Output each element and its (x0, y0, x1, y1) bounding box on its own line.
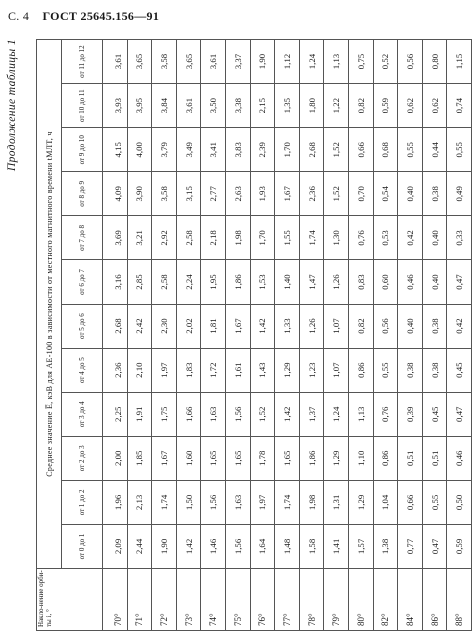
energy-value-cell: 2,00 (103, 436, 128, 480)
energy-value-cell: 3,58 (152, 40, 177, 84)
energy-value-cell: 0,47 (447, 392, 472, 436)
energy-value-cell: 1,57 (348, 524, 373, 568)
energy-value-cell: 1,52 (250, 392, 275, 436)
energy-value-cell: 1,30 (324, 216, 349, 260)
table-row (250, 40, 275, 631)
energy-value-cell: 3,49 (176, 128, 201, 172)
energy-value-cell: 3,69 (103, 216, 128, 260)
energy-value-cell: 0,40 (422, 260, 447, 304)
energy-value-cell: 1,60 (176, 436, 201, 480)
energy-value-cell: 0,56 (373, 304, 398, 348)
energy-value-cell: 1,58 (299, 524, 324, 568)
energy-value-cell: 0,83 (348, 260, 373, 304)
energy-value-cell: 0,46 (447, 436, 472, 480)
energy-value-cell: 3,83 (225, 128, 250, 172)
energy-value-cell: 1,74 (275, 480, 300, 524)
energy-value-cell: 2,36 (299, 172, 324, 216)
energy-value-cell: 0,66 (348, 128, 373, 172)
inclination-cell: 75° (225, 569, 250, 631)
time-range-header: от 8 до 9 (62, 172, 103, 216)
energy-value-cell: 0,33 (447, 216, 472, 260)
energy-value-cell: 1,56 (201, 480, 226, 524)
energy-value-cell: 0,49 (447, 172, 472, 216)
energy-value-cell: 0,86 (373, 436, 398, 480)
energy-value-cell: 1,42 (176, 524, 201, 568)
energy-value-cell: 1,41 (324, 524, 349, 568)
energy-value-cell: 1,24 (299, 40, 324, 84)
energy-value-cell: 2,15 (250, 84, 275, 128)
energy-value-cell: 1,23 (299, 348, 324, 392)
table-row (225, 40, 250, 631)
energy-value-cell: 2,09 (103, 524, 128, 568)
energy-value-cell: 0,51 (422, 436, 447, 480)
energy-value-cell: 2,25 (103, 392, 128, 436)
energy-value-cell: 1,90 (152, 524, 177, 568)
energy-value-cell: 1,56 (225, 524, 250, 568)
energy-value-cell: 0,82 (348, 304, 373, 348)
mean-energy-header: Среднее значение E̅, кэВ для AE-100 в зависимости от местного магнитного времени tМЛТ, ч (37, 40, 62, 569)
energy-value-cell: 3,58 (152, 172, 177, 216)
energy-value-cell: 0,60 (373, 260, 398, 304)
time-range-header: от 0 до 1 (62, 524, 103, 568)
energy-value-cell: 1,26 (324, 260, 349, 304)
energy-value-cell: 0,40 (422, 216, 447, 260)
energy-value-cell: 2,24 (176, 260, 201, 304)
energy-value-cell: 3,95 (127, 84, 152, 128)
energy-value-cell: 0,76 (348, 216, 373, 260)
energy-value-cell: 1,91 (127, 392, 152, 436)
energy-value-cell: 1,38 (373, 524, 398, 568)
energy-value-cell: 3,93 (103, 84, 128, 128)
time-range-header: от 3 до 4 (62, 392, 103, 436)
energy-value-cell: 0,45 (422, 392, 447, 436)
energy-value-cell: 1,81 (201, 304, 226, 348)
energy-value-cell: 0,50 (447, 480, 472, 524)
energy-value-cell: 1,65 (225, 436, 250, 480)
energy-value-cell: 1,13 (348, 392, 373, 436)
energy-value-cell: 1,47 (299, 260, 324, 304)
energy-value-cell: 1,78 (250, 436, 275, 480)
energy-value-cell: 3,65 (127, 40, 152, 84)
inclination-cell: 88° (447, 569, 472, 631)
table-body (103, 40, 472, 631)
energy-value-cell: 1,67 (225, 304, 250, 348)
energy-value-cell: 0,59 (373, 84, 398, 128)
energy-value-cell: 1,67 (152, 436, 177, 480)
energy-table (36, 39, 472, 631)
inclination-cell: 86° (422, 569, 447, 631)
energy-value-cell: 1,96 (103, 480, 128, 524)
energy-value-cell: 0,38 (422, 304, 447, 348)
energy-value-cell: 1,52 (324, 128, 349, 172)
energy-value-cell: 3,16 (103, 260, 128, 304)
energy-value-cell: 1,24 (324, 392, 349, 436)
energy-value-cell: 0,55 (447, 128, 472, 172)
energy-value-cell: 0,76 (373, 392, 398, 436)
energy-value-cell: 0,52 (373, 40, 398, 84)
energy-value-cell: 2,68 (103, 304, 128, 348)
table-row (299, 40, 324, 631)
energy-value-cell: 0,62 (398, 84, 423, 128)
energy-value-cell: 0,45 (447, 348, 472, 392)
energy-value-cell: 0,42 (447, 304, 472, 348)
energy-value-cell: 1,12 (275, 40, 300, 84)
energy-value-cell: 1,40 (275, 260, 300, 304)
table-row (176, 40, 201, 631)
energy-value-cell: 1,42 (275, 392, 300, 436)
energy-value-cell: 2,92 (152, 216, 177, 260)
inclination-cell: 79° (324, 569, 349, 631)
energy-value-cell: 0,55 (422, 480, 447, 524)
energy-value-cell: 1,56 (225, 392, 250, 436)
energy-value-cell: 3,79 (152, 128, 177, 172)
energy-value-cell: 1,07 (324, 304, 349, 348)
energy-value-cell: 1,22 (324, 84, 349, 128)
energy-value-cell: 3,38 (225, 84, 250, 128)
energy-value-cell: 3,61 (176, 84, 201, 128)
energy-value-cell: 1,31 (324, 480, 349, 524)
energy-value-cell: 2,63 (225, 172, 250, 216)
energy-value-cell: 2,30 (152, 304, 177, 348)
inclination-cell: 84° (398, 569, 423, 631)
inclination-cell: 70° (103, 569, 128, 631)
energy-value-cell: 1,74 (152, 480, 177, 524)
energy-value-cell: 1,43 (250, 348, 275, 392)
time-range-header: от 5 до 6 (62, 304, 103, 348)
energy-value-cell: 1,35 (275, 84, 300, 128)
energy-value-cell: 1,29 (324, 436, 349, 480)
energy-value-cell: 0,47 (447, 260, 472, 304)
energy-value-cell: 3,65 (176, 40, 201, 84)
energy-value-cell: 1,63 (225, 480, 250, 524)
energy-value-cell: 1,98 (225, 216, 250, 260)
energy-value-cell: 1,53 (250, 260, 275, 304)
energy-value-cell: 0,47 (422, 524, 447, 568)
energy-value-cell: 2,85 (127, 260, 152, 304)
energy-value-cell: 1,70 (275, 128, 300, 172)
energy-value-cell: 1,95 (201, 260, 226, 304)
energy-value-cell: 2,36 (103, 348, 128, 392)
energy-value-cell: 1,86 (225, 260, 250, 304)
table-row (422, 40, 447, 631)
energy-value-cell: 3,50 (201, 84, 226, 128)
energy-value-cell: 0,55 (373, 348, 398, 392)
time-range-header: от 4 до 5 (62, 348, 103, 392)
energy-value-cell: 2,68 (299, 128, 324, 172)
energy-value-cell: 0,70 (348, 172, 373, 216)
energy-value-cell: 0,44 (422, 128, 447, 172)
energy-value-cell: 1,33 (275, 304, 300, 348)
energy-value-cell: 3,41 (201, 128, 226, 172)
energy-value-cell: 3,61 (201, 40, 226, 84)
energy-value-cell: 1,46 (201, 524, 226, 568)
energy-value-cell: 1,61 (225, 348, 250, 392)
energy-value-cell: 2,10 (127, 348, 152, 392)
energy-value-cell: 2,58 (152, 260, 177, 304)
energy-value-cell: 3,90 (127, 172, 152, 216)
energy-value-cell: 2,42 (127, 304, 152, 348)
table-row (127, 40, 152, 631)
energy-value-cell: 1,98 (299, 480, 324, 524)
energy-value-cell: 1,52 (324, 172, 349, 216)
energy-value-cell: 1,07 (324, 348, 349, 392)
energy-value-cell: 3,21 (127, 216, 152, 260)
energy-value-cell: 1,93 (250, 172, 275, 216)
energy-value-cell: 2,58 (176, 216, 201, 260)
time-range-header: от 9 до 10 (62, 128, 103, 172)
table-row (103, 40, 128, 631)
energy-value-cell: 2,13 (127, 480, 152, 524)
inclination-cell: 80° (348, 569, 373, 631)
energy-value-cell: 2,77 (201, 172, 226, 216)
time-range-header-row (62, 40, 103, 631)
energy-value-cell: 2,44 (127, 524, 152, 568)
energy-value-cell: 1,72 (201, 348, 226, 392)
energy-value-cell: 1,04 (373, 480, 398, 524)
energy-value-cell: 0,75 (348, 40, 373, 84)
energy-value-cell: 4,15 (103, 128, 128, 172)
energy-value-cell: 0,82 (348, 84, 373, 128)
energy-value-cell: 1,29 (348, 480, 373, 524)
standard-number: ГОСТ 25645.156—91 (42, 9, 160, 23)
energy-value-cell: 0,46 (398, 260, 423, 304)
energy-value-cell: 0,74 (447, 84, 472, 128)
energy-value-cell: 1,42 (250, 304, 275, 348)
table-row (152, 40, 177, 631)
energy-value-cell: 1,15 (447, 40, 472, 84)
energy-value-cell: 1,83 (176, 348, 201, 392)
inclination-cell: 77° (275, 569, 300, 631)
energy-value-cell: 1,65 (201, 436, 226, 480)
table-row (348, 40, 373, 631)
energy-value-cell: 0,66 (398, 480, 423, 524)
time-range-header: от 6 до 7 (62, 260, 103, 304)
energy-value-cell: 1,13 (324, 40, 349, 84)
energy-value-cell: 1,67 (275, 172, 300, 216)
energy-value-cell: 1,64 (250, 524, 275, 568)
energy-value-cell: 2,18 (201, 216, 226, 260)
energy-value-cell: 1,66 (176, 392, 201, 436)
energy-value-cell: 3,61 (103, 40, 128, 84)
energy-value-cell: 0,80 (422, 40, 447, 84)
energy-value-cell: 0,68 (373, 128, 398, 172)
time-range-header: от 1 до 2 (62, 480, 103, 524)
time-range-header: от 7 до 8 (62, 216, 103, 260)
energy-value-cell: 0,38 (398, 348, 423, 392)
energy-value-cell: 3,15 (176, 172, 201, 216)
energy-value-cell: 0,77 (398, 524, 423, 568)
table-row (201, 40, 226, 631)
page-header (8, 9, 159, 24)
energy-value-cell: 0,62 (422, 84, 447, 128)
inclination-cell: 78° (299, 569, 324, 631)
table-row (275, 40, 300, 631)
energy-value-cell: 1,29 (275, 348, 300, 392)
energy-value-cell: 1,74 (299, 216, 324, 260)
table-row (398, 40, 423, 631)
inclination-cell: 76° (250, 569, 275, 631)
table-caption: Продолжение таблицы 1 (6, 39, 18, 172)
energy-value-cell: 1,90 (250, 40, 275, 84)
energy-value-cell: 2,39 (250, 128, 275, 172)
energy-value-cell: 0,38 (422, 172, 447, 216)
energy-value-cell: 0,86 (348, 348, 373, 392)
energy-value-cell: 0,59 (447, 524, 472, 568)
energy-value-cell: 1,26 (299, 304, 324, 348)
energy-value-cell: 0,54 (373, 172, 398, 216)
energy-value-cell: 1,48 (275, 524, 300, 568)
energy-value-cell: 3,84 (152, 84, 177, 128)
energy-value-cell: 0,42 (398, 216, 423, 260)
energy-value-cell: 0,40 (398, 172, 423, 216)
energy-value-cell: 3,37 (225, 40, 250, 84)
energy-value-cell: 0,53 (373, 216, 398, 260)
energy-value-cell: 1,85 (127, 436, 152, 480)
energy-value-cell: 1,37 (299, 392, 324, 436)
inclination-cell: 71° (127, 569, 152, 631)
energy-value-cell: 1,63 (201, 392, 226, 436)
table-caption-row (0, 35, 26, 635)
table-row (447, 40, 472, 631)
time-range-header: от 11 до 12 (62, 40, 103, 84)
energy-value-cell: 1,65 (275, 436, 300, 480)
table-row (373, 40, 398, 631)
inclination-cell: 73° (176, 569, 201, 631)
inclination-header: Накло-нение орби-ты i, ° (37, 569, 103, 631)
energy-value-cell: 1,97 (250, 480, 275, 524)
energy-value-cell: 1,80 (299, 84, 324, 128)
energy-value-cell: 4,09 (103, 172, 128, 216)
energy-value-cell: 0,39 (398, 392, 423, 436)
energy-value-cell: 0,55 (398, 128, 423, 172)
rotated-table-block (0, 35, 465, 635)
page-number: С. 4 (8, 9, 30, 23)
energy-value-cell: 1,86 (299, 436, 324, 480)
energy-value-cell: 1,97 (152, 348, 177, 392)
energy-value-cell: 1,55 (275, 216, 300, 260)
energy-value-cell: 0,40 (398, 304, 423, 348)
time-range-header: от 2 до 3 (62, 436, 103, 480)
energy-value-cell: 0,56 (398, 40, 423, 84)
energy-value-cell: 0,38 (422, 348, 447, 392)
energy-value-cell: 0,51 (398, 436, 423, 480)
inclination-cell: 72° (152, 569, 177, 631)
energy-value-cell: 1,10 (348, 436, 373, 480)
energy-value-cell: 1,70 (250, 216, 275, 260)
energy-value-cell: 4,00 (127, 128, 152, 172)
inclination-cell: 74° (201, 569, 226, 631)
inclination-cell: 82° (373, 569, 398, 631)
table-row (324, 40, 349, 631)
energy-value-cell: 1,50 (176, 480, 201, 524)
energy-value-cell: 2,02 (176, 304, 201, 348)
energy-value-cell: 1,75 (152, 392, 177, 436)
time-range-header: от 10 до 11 (62, 84, 103, 128)
